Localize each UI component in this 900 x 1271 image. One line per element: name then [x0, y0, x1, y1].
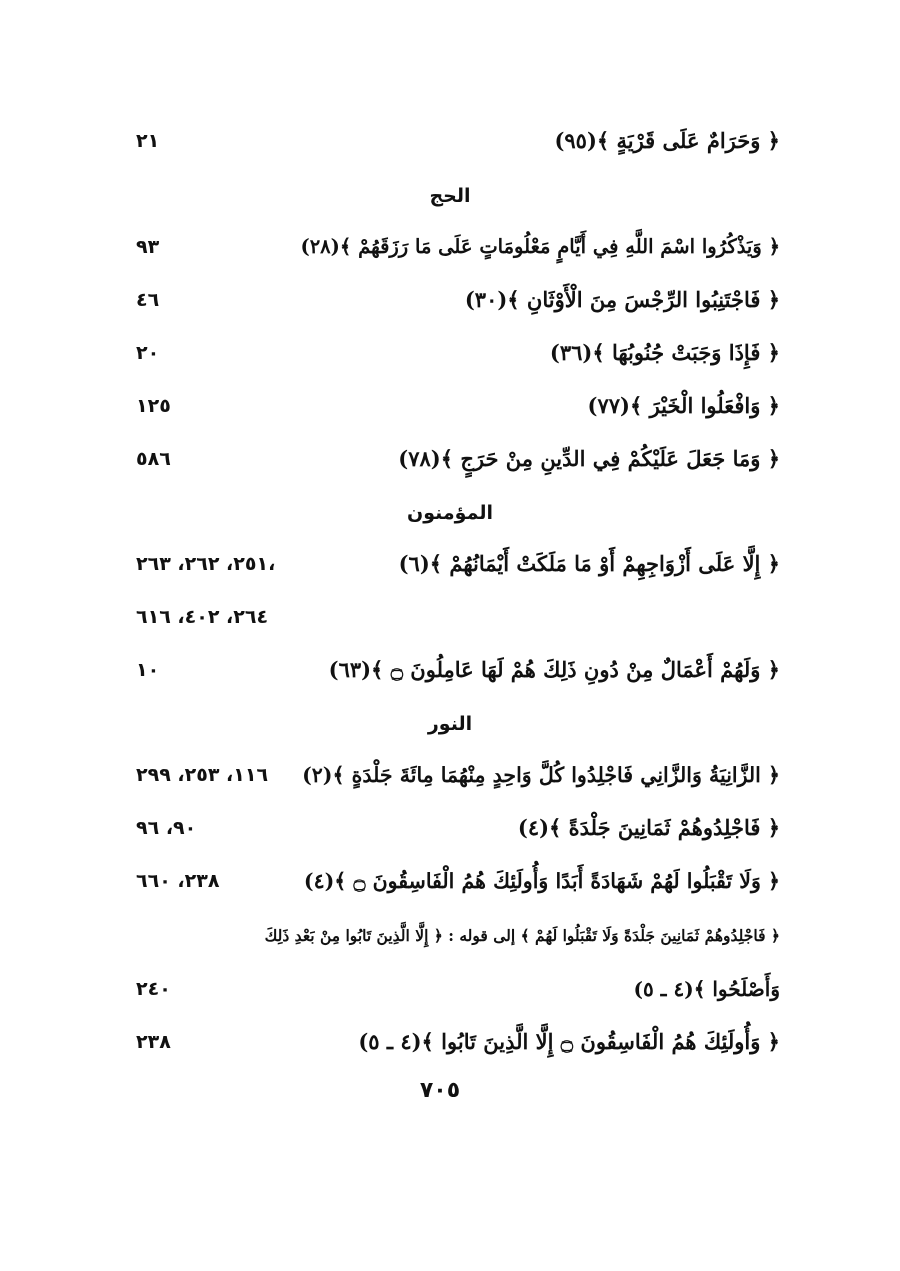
- index-entry: [130, 333, 780, 373]
- page-references: ٢٣٨، ٦٦٠: [136, 870, 220, 892]
- surah-heading-hajj: الحج: [429, 185, 471, 207]
- index-entry: [130, 121, 780, 161]
- page-references: ٥٨٦: [136, 448, 171, 470]
- page-references: ١١٦، ٢٥٣، ٢٩٩: [136, 764, 269, 786]
- verse-text: ﴿ وَحَرَامٌ عَلَى قَرْيَةٍ ﴾(٩٥): [554, 128, 780, 153]
- page-references: ٢٠: [136, 342, 160, 364]
- index-entry: [130, 386, 780, 426]
- verse-text: ﴿ وَافْعَلُوا الْخَيْرَ ﴾(٧٧): [587, 393, 780, 418]
- verse-text: ﴿ فَاجْتَنِبُوا الرِّجْسَ مِنَ الْأَوْثَانِ ﴾(٣٠): [464, 287, 780, 312]
- index-entry: [130, 755, 780, 795]
- index-entry: [130, 1022, 780, 1062]
- verse-text: ﴿ إِلَّا عَلَى أَزْوَاجِهِمْ أَوْ مَا مَلَكَتْ أَيْمَانُهُمْ ﴾(٦): [398, 551, 780, 576]
- verse-text: ﴿ فَإِذَا وَجَبَتْ جُنُوبُهَا ﴾(٣٦): [549, 340, 780, 365]
- index-entry: [130, 969, 780, 1009]
- page-references: ٢٤٠: [136, 978, 171, 1000]
- page-number: ٧٠٥: [419, 1078, 461, 1103]
- page-references: ٢٥١، ٢٦٢، ٢٦٣،: [136, 553, 276, 575]
- verse-text-line1: ﴿ فَاجْلِدُوهُمْ ثَمَانِينَ جَلْدَةً وَلَا تَقْبَلُوا لَهُمْ ﴾ إلى قوله : ﴿ إِلَّا الَّذِينَ تَابُوا مِنْ بَعْدِ ذَلِكَ: [264, 926, 780, 945]
- index-entry: [130, 650, 780, 690]
- verse-text: ﴿ فَاجْلِدُوهُمْ ثَمَانِينَ جَلْدَةً ﴾(٤): [517, 815, 780, 840]
- verse-text: ﴿ الزَّانِيَةُ وَالزَّانِي فَاجْلِدُوا كُلَّ وَاحِدٍ مِنْهُمَا مِائَةَ جَلْدَةٍ ﴾(٢): [302, 763, 780, 787]
- index-entry-continuation: [130, 597, 780, 637]
- verse-text: ﴿ وَمَا جَعَلَ عَلَيْكُمْ فِي الدِّينِ مِنْ حَرَجٍ ﴾(٧٨): [398, 446, 780, 471]
- verse-text: ﴿ وَيَذْكُرُوا اسْمَ اللَّهِ فِي أَيَّامٍ مَعْلُومَاتٍ عَلَى مَا رَزَقَهُمْ ﴾(٢٨): [300, 235, 780, 258]
- index-entry: [130, 227, 780, 267]
- index-entry: [130, 808, 780, 848]
- page-references: ١٠: [136, 659, 160, 681]
- verse-text: ﴿ وَأُولَئِكَ هُمُ الْفَاسِقُونَ ۝ إِلَّا الَّذِينَ تَابُوا ﴾(٤ ـ ٥): [358, 1029, 780, 1054]
- surah-heading-muminun: المؤمنون: [407, 502, 493, 524]
- index-entry: [130, 861, 780, 901]
- page-references-continued: ٢٦٤، ٤٠٢، ٦١٦: [136, 606, 269, 628]
- page-references: ٢١: [136, 130, 160, 152]
- verse-text: ﴿ وَلَهُمْ أَعْمَالٌ مِنْ دُونِ ذَلِكَ هُمْ لَهَا عَامِلُونَ ۝ ﴾(٦٣): [328, 657, 780, 682]
- page-references: ٩٣: [136, 236, 160, 258]
- page-references: ٩٠، ٩٦: [136, 817, 197, 839]
- page-references: ٢٣٨: [136, 1031, 171, 1053]
- index-entry: [130, 544, 780, 584]
- index-entry: [130, 439, 780, 479]
- surah-heading-nur: النور: [427, 713, 473, 735]
- verse-text: ﴿ وَلَا تَقْبَلُوا لَهُمْ شَهَادَةً أَبَدًا وَأُولَئِكَ هُمُ الْفَاسِقُونَ ۝ ﴾(٤): [303, 869, 780, 893]
- verse-text-line2: وَأَصْلَحُوا ﴾(٤ ـ ٥): [633, 977, 780, 1001]
- page-references: ١٢٥: [136, 395, 171, 417]
- index-entry: [130, 280, 780, 320]
- page-references: ٤٦: [136, 289, 160, 311]
